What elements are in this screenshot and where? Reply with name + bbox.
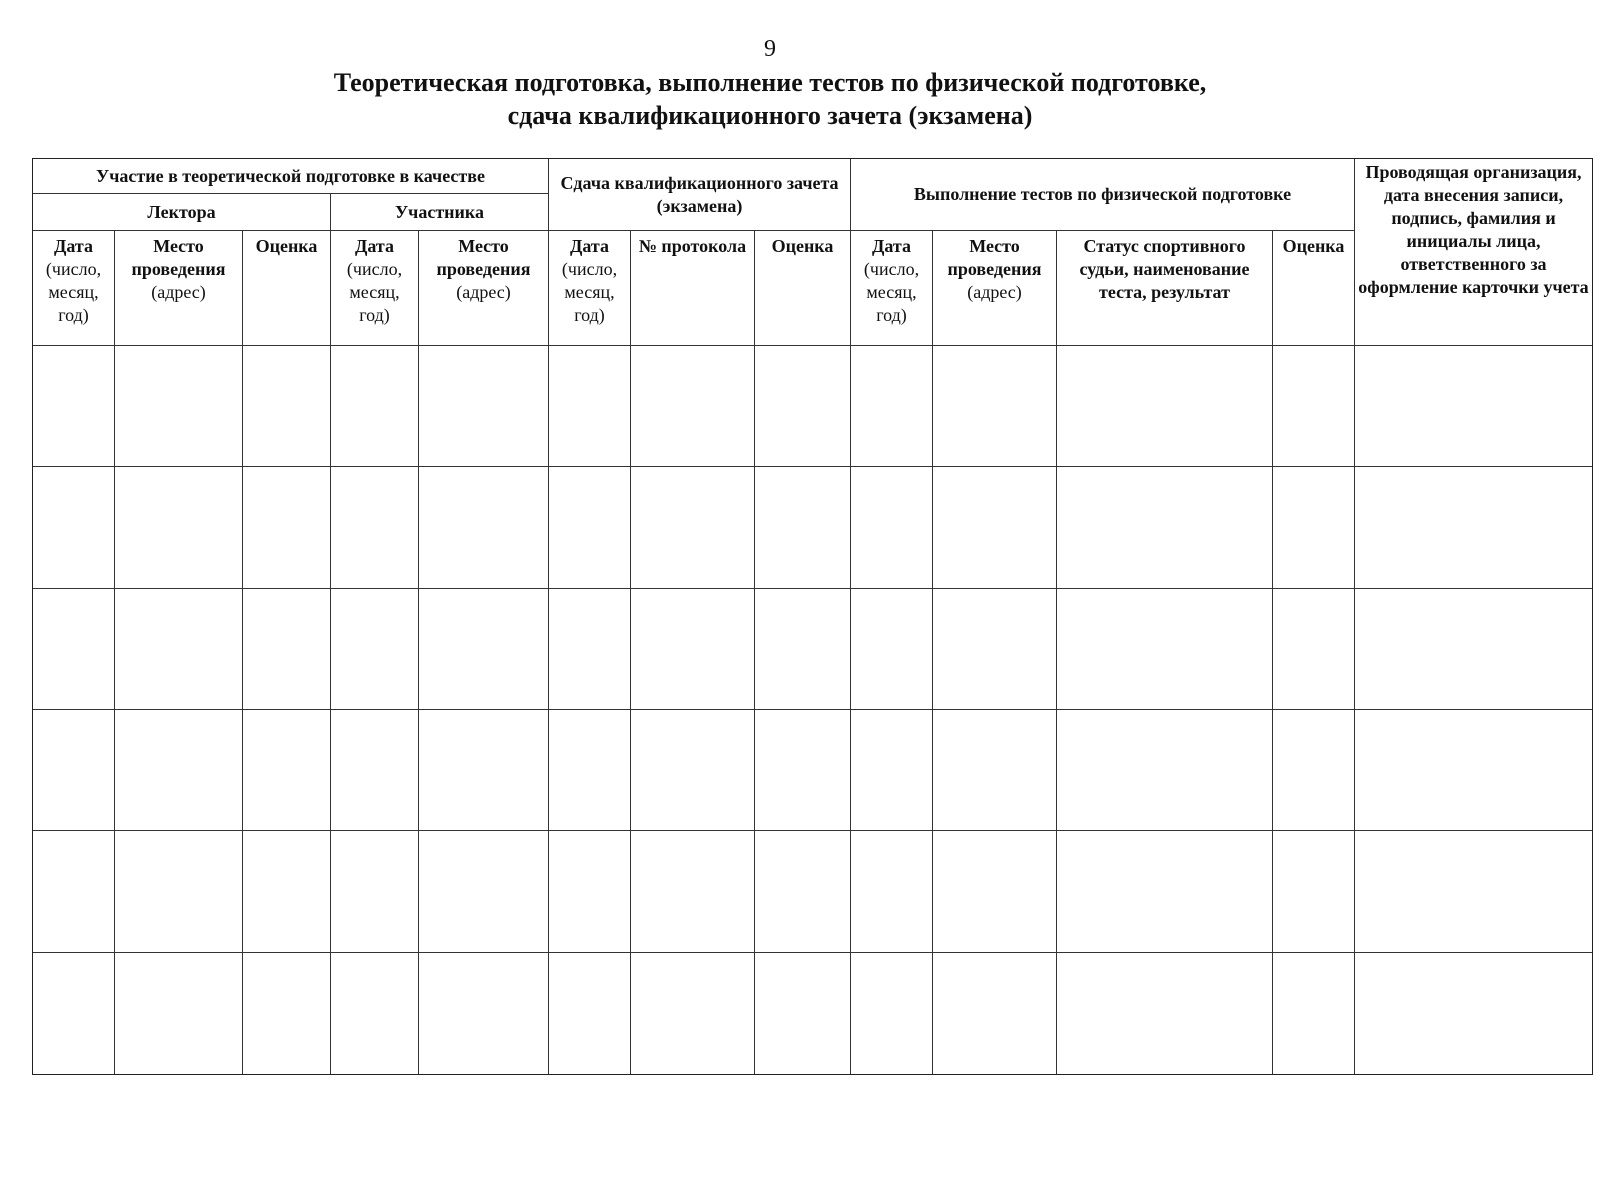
col-date-label: Дата xyxy=(872,236,911,256)
table-cell[interactable] xyxy=(243,346,331,467)
table-cell[interactable] xyxy=(1057,589,1273,710)
col-date-hint: (число, месяц, год) xyxy=(45,259,102,325)
col-physical-judge-status: Статус спортивного судьи, наименование теста, результат xyxy=(1057,231,1273,346)
title-line-1: Теоретическая подготовка, выполнение тестов по физической подготовке, xyxy=(333,68,1207,97)
col-exam-protocol: № протокола xyxy=(631,231,755,346)
col-place-label: Место проведения xyxy=(947,236,1042,279)
col-participant-place xyxy=(419,231,549,346)
table-cell[interactable] xyxy=(331,589,419,710)
table-cell[interactable] xyxy=(243,589,331,710)
table-cell[interactable] xyxy=(33,953,115,1074)
col-date-hint: (число, месяц, год) xyxy=(346,259,403,325)
table-cell[interactable] xyxy=(331,710,419,831)
table-cell[interactable] xyxy=(631,346,755,467)
table-cell[interactable] xyxy=(631,589,755,710)
col-date-label: Дата xyxy=(570,236,609,256)
col-place-hint: (адрес) xyxy=(151,282,206,302)
organization-cell xyxy=(1355,831,1592,952)
table-cell[interactable] xyxy=(755,589,851,710)
col-place-hint: (адрес) xyxy=(456,282,511,302)
table-cell[interactable] xyxy=(331,953,419,1074)
table-cell[interactable] xyxy=(33,831,115,952)
organization-cell xyxy=(1355,346,1592,467)
organization-cell xyxy=(1355,953,1592,1074)
table-cell[interactable] xyxy=(549,467,631,588)
table-cell[interactable] xyxy=(1273,589,1355,710)
table-cell[interactable] xyxy=(1273,953,1355,1074)
table-cell[interactable] xyxy=(933,467,1057,588)
col-lecturer-grade: Оценка xyxy=(243,231,331,346)
table-cell[interactable] xyxy=(631,467,755,588)
col-place-label: Место проведения xyxy=(436,236,531,279)
table-cell[interactable] xyxy=(1057,346,1273,467)
table-cell[interactable] xyxy=(851,953,933,1074)
table-cell[interactable] xyxy=(549,346,631,467)
header-physical-tests: Выполнение тестов по физической подготовке xyxy=(851,159,1355,231)
table-cell[interactable] xyxy=(419,467,549,588)
table-cell[interactable] xyxy=(331,467,419,588)
header-participant: Участника xyxy=(331,194,549,231)
organization-cell xyxy=(1355,589,1592,710)
table-cell[interactable] xyxy=(115,589,243,710)
organization-cell xyxy=(1355,710,1592,831)
table-cell[interactable] xyxy=(243,467,331,588)
table-cell[interactable] xyxy=(331,346,419,467)
table-cell[interactable] xyxy=(419,831,549,952)
table-cell[interactable] xyxy=(549,710,631,831)
page-number: 9 xyxy=(764,36,776,62)
table-cell[interactable] xyxy=(419,710,549,831)
col-lecturer-place xyxy=(115,231,243,346)
table-cell[interactable] xyxy=(755,346,851,467)
col-date-label: Дата xyxy=(355,236,394,256)
col-place-label: Место проведения xyxy=(131,236,226,279)
table-cell[interactable] xyxy=(933,953,1057,1074)
table-cell[interactable] xyxy=(243,710,331,831)
table-cell[interactable] xyxy=(33,710,115,831)
table-cell[interactable] xyxy=(549,831,631,952)
table-cell[interactable] xyxy=(933,346,1057,467)
header-organization: Проводящая организация, дата внесения записи, подпись, фамилия и инициалы лица, ответственного за оформление карточки учета xyxy=(1355,159,1592,346)
table-cell[interactable] xyxy=(419,589,549,710)
col-date-label: Дата xyxy=(54,236,93,256)
table-cell[interactable] xyxy=(755,710,851,831)
header-lecturer: Лектора xyxy=(33,194,331,231)
table-cell[interactable] xyxy=(33,467,115,588)
table-cell[interactable] xyxy=(243,831,331,952)
table-cell[interactable] xyxy=(1057,467,1273,588)
title-line-2: сдача квалификационного зачета (экзамена) xyxy=(507,101,1033,130)
table-cell[interactable] xyxy=(755,467,851,588)
table-cell[interactable] xyxy=(115,953,243,1074)
table-cell[interactable] xyxy=(115,346,243,467)
header-theory-participation: Участие в теоретической подготовке в качестве xyxy=(33,159,549,194)
table-cell[interactable] xyxy=(851,467,933,588)
table-cell[interactable] xyxy=(1273,831,1355,952)
table-cell[interactable] xyxy=(419,953,549,1074)
table-cell[interactable] xyxy=(1057,953,1273,1074)
col-physical-place xyxy=(933,231,1057,346)
table-cell[interactable] xyxy=(1057,710,1273,831)
table-cell[interactable] xyxy=(549,589,631,710)
table-cell[interactable] xyxy=(933,831,1057,952)
col-lecturer-date xyxy=(33,231,115,346)
col-exam-date xyxy=(549,231,631,346)
table-cell[interactable] xyxy=(331,831,419,952)
table-cell[interactable] xyxy=(755,831,851,952)
col-date-hint: (число, месяц, год) xyxy=(863,259,920,325)
col-physical-grade: Оценка xyxy=(1273,231,1355,346)
header-qualification-exam: Сдача квалификационного зачета (экзамена) xyxy=(549,159,851,231)
table-cell[interactable] xyxy=(631,710,755,831)
col-participant-date xyxy=(331,231,419,346)
table-cell[interactable] xyxy=(933,710,1057,831)
table-cell[interactable] xyxy=(851,710,933,831)
table-cell[interactable] xyxy=(1273,346,1355,467)
page-title xyxy=(0,66,1540,132)
record-table xyxy=(32,158,1593,1075)
table-cell[interactable] xyxy=(851,831,933,952)
table-cell[interactable] xyxy=(851,346,933,467)
table-cell[interactable] xyxy=(1273,467,1355,588)
table-cell[interactable] xyxy=(933,589,1057,710)
table-cell[interactable] xyxy=(33,346,115,467)
table-cell[interactable] xyxy=(755,953,851,1074)
table-cell[interactable] xyxy=(1273,710,1355,831)
table-cell[interactable] xyxy=(243,953,331,1074)
table-cell[interactable] xyxy=(851,589,933,710)
col-physical-date xyxy=(851,231,933,346)
table-cell[interactable] xyxy=(33,589,115,710)
col-place-hint: (адрес) xyxy=(967,282,1022,302)
table-cell[interactable] xyxy=(115,831,243,952)
table-cell[interactable] xyxy=(115,467,243,588)
col-date-hint: (число, месяц, год) xyxy=(561,259,618,325)
organization-cell xyxy=(1355,467,1592,588)
col-exam-grade: Оценка xyxy=(755,231,851,346)
table-cell[interactable] xyxy=(1057,831,1273,952)
table-cell[interactable] xyxy=(631,953,755,1074)
table-cell[interactable] xyxy=(115,710,243,831)
table-cell[interactable] xyxy=(631,831,755,952)
table-cell[interactable] xyxy=(549,953,631,1074)
table-cell[interactable] xyxy=(419,346,549,467)
